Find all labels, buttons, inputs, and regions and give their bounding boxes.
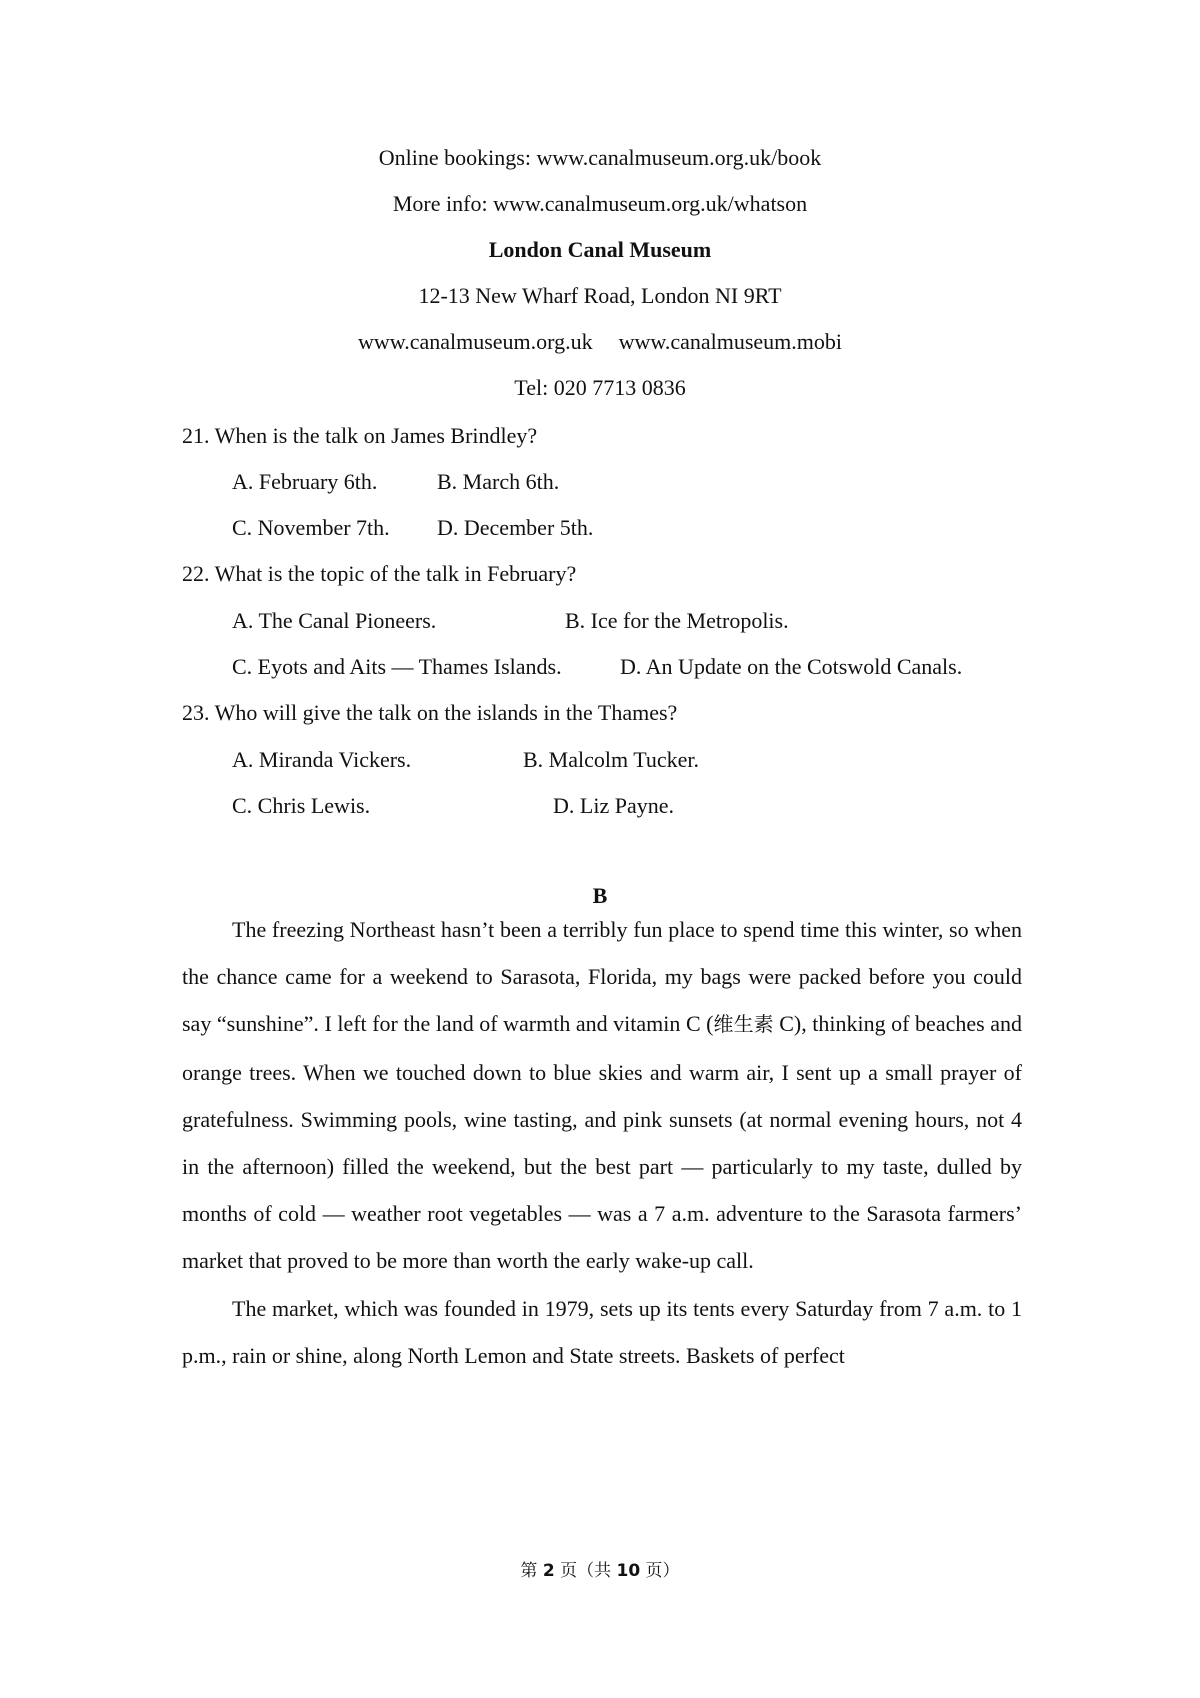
passage-b-paragraph-2: The market, which was founded in 1979, sets up its tents every Saturday from 7 a.m. to 1 p.m., rain or shine, along North Lemon and State streets. Baskets of perfect [182,1295,1022,1368]
footer-middle: 页（共 [554,1561,617,1581]
footer-total-pages: 10 [616,1561,641,1581]
website-org: www.canalmuseum.org.uk [357,329,593,354]
passage-b [182,906,1022,1379]
section-b-heading: B [592,883,608,908]
footer-prefix: 第 [520,1561,543,1581]
question-23-option-c: C. Chris Lewis. [232,793,371,818]
question-21-option-d: D. December 5th. [437,515,594,540]
question-23-option-a: A. Miranda Vickers. [232,747,412,772]
museum-tel: Tel: 020 7713 0836 [514,375,686,400]
museum-name: London Canal Museum [488,237,712,262]
question-21-option-a: A. February 6th. [232,469,378,494]
museum-address: 12-13 New Wharf Road, London NI 9RT [418,283,782,308]
question-22-option-a: A. The Canal Pioneers. [232,608,437,633]
passage-b-paragraph-1-text-b: C), thinking of beaches and orange trees. When we touched down to blue skies and warm air, I sent up a small prayer of gratefulness. Swimming pools, wine tasting, and pink sunsets (at normal evening hours, not 4 in the afternoon) filled the weekend, but the best part — particularly to my taste, dulled by months of cold — weather root vegetables — was a 7 a.m. adventure to the Sarasota farmers’ market that proved to be more than worth the early wake-up call. [182,1011,1022,1274]
footer-page-number: 2 [542,1561,555,1581]
question-23-stem: 23. Who will give the talk on the islands in the Thames? [182,700,678,725]
passage-b-paragraph-1-cjk-gloss: 维生素 [713,1012,774,1037]
question-23-option-b: B. Malcolm Tucker. [523,747,700,772]
question-23-option-d: D. Liz Payne. [553,793,674,818]
footer-suffix: 页） [640,1561,680,1581]
passage-b-paragraph-1-text-a: The freezing Northeast hasn’t been a terribly fun place to spend time this winter, so when the chance came for a weekend to Sarasota, Florida, my bags were packed before you could say “sunshine”. I left for the land of warmth and vitamin C ( [182,917,1022,1037]
website-mobi: www.canalmuseum.mobi [618,329,843,354]
question-21-option-c: C. November 7th. [232,515,390,540]
question-22-option-b: B. Ice for the Metropolis. [565,608,789,633]
question-22-option-d: D. An Update on the Cotswold Canals. [620,654,963,679]
more-info-line: More info: www.canalmuseum.org.uk/whatson [392,191,808,216]
museum-websites [0,329,1200,355]
passage-b-paragraph-1 [182,906,1022,1285]
question-22-option-c: C. Eyots and Aits — Thames Islands. [232,654,562,679]
page-footer [0,1556,1200,1581]
question-22-stem: 22. What is the topic of the talk in February? [182,561,577,586]
online-bookings-line: Online bookings: www.canalmuseum.org.uk/book [378,145,822,170]
question-21-stem: 21. When is the talk on James Brindley? [182,423,538,448]
question-21-option-b: B. March 6th. [437,469,560,494]
